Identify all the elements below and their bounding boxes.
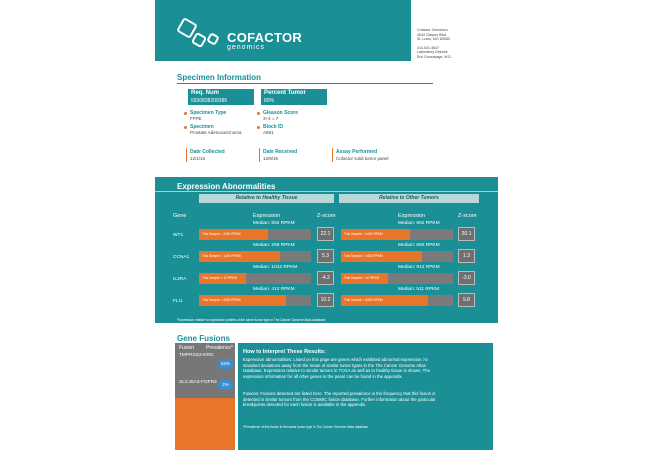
interpretation-footnote: *Prevalence of this fusion in the same tumor type in The Cancer Genome Atlas database bbox=[243, 425, 369, 429]
interpretation-title: How to Interpret These Results: bbox=[243, 349, 326, 355]
gene-name: CCNA1 bbox=[173, 255, 190, 260]
specimen-value: Prostate Adenocarcinoma bbox=[190, 130, 242, 135]
divider bbox=[155, 191, 498, 192]
req-num-label: Req. Num bbox=[188, 89, 254, 97]
percent-tumor-label: Percent Tumor bbox=[261, 89, 327, 97]
expression-bar-fill: This Sample = 10 RPKM bbox=[199, 273, 246, 284]
median-value: Median: 692 RPKM bbox=[398, 221, 440, 226]
expression-bar-fill: This Sample = 1400 RPKM bbox=[199, 251, 280, 262]
bullet-icon bbox=[257, 126, 260, 129]
other-tumors-header: Relative to Other Tumors bbox=[339, 194, 479, 203]
healthy-tissue-header: Relative to Healthy Tissue bbox=[199, 194, 334, 203]
date-received-value: 12/9/15 bbox=[263, 156, 279, 161]
report-page bbox=[155, 0, 498, 450]
expression-title: Expression Abnormalities bbox=[177, 182, 276, 191]
date-received-label: Date Received bbox=[263, 149, 298, 155]
prevalence-badge: 52% bbox=[218, 359, 233, 369]
block-id-value: A591 bbox=[263, 130, 274, 135]
bullet-icon bbox=[184, 126, 187, 129]
divider bbox=[186, 148, 187, 162]
fusion-column-header: Fusion bbox=[179, 345, 195, 351]
interpretation-panel bbox=[238, 343, 493, 450]
gene-name: WT1 bbox=[173, 233, 184, 238]
zscore-column-header: Z-score bbox=[458, 213, 477, 219]
assay-label: Assay Performed bbox=[336, 149, 378, 155]
bullet-icon bbox=[184, 112, 187, 115]
date-collected-value: 12/1/15 bbox=[190, 156, 206, 161]
specimen-label: Specimen bbox=[190, 124, 214, 130]
gene-column-header: Gene bbox=[173, 213, 187, 219]
expression-bar-fill: This Sample = 1400 RPKM bbox=[341, 251, 422, 262]
gene-name: FLI1 bbox=[173, 299, 183, 304]
zscore-box: 9.8 bbox=[458, 293, 475, 307]
contact-info bbox=[417, 28, 452, 60]
median-value: Median: 812 RPKM bbox=[398, 265, 440, 270]
prevalence-column-header: Prevalence* bbox=[206, 345, 233, 351]
gleason-value: 3+4 = 7 bbox=[263, 116, 279, 121]
zscore-column-header: Z-score bbox=[317, 213, 336, 219]
zscore-box: 5.3 bbox=[317, 249, 334, 263]
req-num-value: 5930838209385 bbox=[188, 97, 254, 105]
contact-line: Cofactor Genomics bbox=[417, 28, 448, 32]
specimen-type-value: FFPE bbox=[190, 116, 202, 121]
zscore-box: -3.0 bbox=[458, 271, 475, 285]
block-id-label: Block ID bbox=[263, 124, 284, 130]
median-value: Median: 692 RPKM bbox=[398, 243, 440, 248]
logo-subtitle: genomics bbox=[227, 44, 265, 51]
contact-line: St. Louis, MO 63083 bbox=[417, 37, 450, 42]
report-header bbox=[155, 0, 411, 61]
divider bbox=[259, 148, 260, 162]
expression-footnote: *Expression relative to expression profiles of the same tumor type in The Cancer Genome Atlas database bbox=[177, 318, 326, 322]
bullet-icon bbox=[257, 112, 260, 115]
interpretation-expression: Expression abnormalities: Listed on this page are genes which exhibited abnormal expression >3 standard deviations away from the mean of similar tumor types in the The Cancer Genome Atlas Database. Expression relative to similar tumors in TCGA as well as to healthy tissue is shown. The expression information for all other genes in the panel can be found in the appendix. bbox=[243, 357, 431, 379]
expression-column-header: Expression bbox=[253, 213, 281, 219]
median-value: Median: 692 RPKM bbox=[253, 221, 295, 226]
expression-column-header: Expression bbox=[398, 213, 426, 219]
divider bbox=[177, 83, 433, 84]
expression-bar-fill: This Sample = 4300 RPKM bbox=[199, 295, 286, 306]
contact-line: 4044 Clayton Blvd bbox=[417, 32, 447, 37]
assay-value: Cofactor solid tumor panel bbox=[336, 156, 389, 161]
median-value: Median: 259 RPKM bbox=[253, 243, 295, 248]
zscore-box: 10.2 bbox=[317, 293, 334, 307]
logo-text: COFACTOR bbox=[227, 30, 303, 45]
zscore-box: -4.2 bbox=[317, 271, 334, 285]
fusions-title: Gene Fusions bbox=[177, 334, 230, 343]
expression-bar-fill: This Sample = 2400 RPKM bbox=[199, 229, 268, 240]
expression-section bbox=[155, 177, 498, 323]
specimen-title: Specimen Information bbox=[177, 73, 262, 82]
fusion-name: SLC45A3-FGFR2 bbox=[179, 380, 217, 385]
fusions-accent-block bbox=[175, 398, 235, 450]
contact-line: 314.531.4647 bbox=[417, 45, 439, 50]
median-value: Median: 412 RPKM bbox=[253, 287, 295, 292]
expression-bar-fill: This Sample = 10 RPKM bbox=[341, 273, 388, 284]
prevalence-badge: 2% bbox=[218, 380, 233, 390]
fusion-name: TMPRSS2-ERG bbox=[179, 353, 214, 358]
hexagon-logo-icon bbox=[191, 32, 207, 48]
zscore-box: 1.3 bbox=[458, 249, 475, 263]
hexagon-logo-icon bbox=[206, 32, 220, 46]
zscore-box: 20.1 bbox=[458, 227, 475, 241]
date-collected-label: Date Collected bbox=[190, 149, 225, 155]
zscore-box: 22.1 bbox=[317, 227, 334, 241]
gleason-label: Gleason Score bbox=[263, 110, 299, 116]
interpretation-fusions: Fusions: Fusions detected are listed here. The reported prevalence is the frequency that this fusion is detected in similar tumors from the COSMIC fusion database. Further information about the particular breakpoints detected for each fusion is available in the appendix. bbox=[243, 391, 436, 408]
median-value: Median: 511 RPKM bbox=[398, 287, 440, 292]
gene-name: IL3RA bbox=[173, 277, 187, 282]
percent-tumor-value: 80% bbox=[261, 97, 327, 105]
expression-bar-fill: This Sample = 4300 RPKM bbox=[341, 295, 428, 306]
expression-bar-fill: This Sample = 2400 RPKM bbox=[341, 229, 410, 240]
contact-line: Laboratory Director bbox=[417, 50, 448, 55]
divider bbox=[332, 148, 333, 162]
specimen-type-label: Specimen Type bbox=[190, 110, 227, 116]
contact-line: Eric Duncavage, M.D. bbox=[417, 54, 452, 59]
median-value: Median: 1012 RPKM bbox=[253, 265, 298, 270]
